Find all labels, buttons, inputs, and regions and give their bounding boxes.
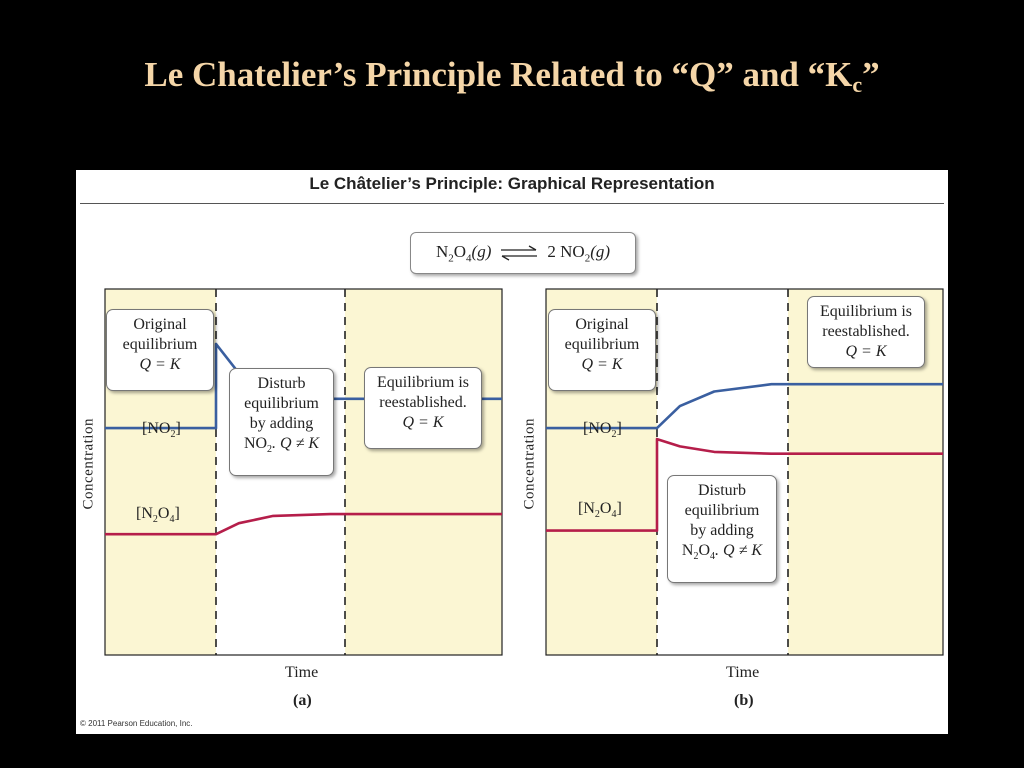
figure-title: Le Châtelier’s Principle: Graphical Representation [309,174,715,193]
region-a-reestablished [345,289,502,655]
label-b-n2o4: $[N_2O_4]$ [578,500,622,521]
charts-svg [76,170,948,734]
label-a-n2o4: $[N_2O_4]$ [136,505,180,526]
product: 2 $NO_2(g)$ [547,241,611,265]
xlabel-b: Time [726,664,760,681]
figure-panel [76,170,948,734]
xlabel-a: Time [285,664,319,681]
callout-b-reestablished: Equilibrium is reestablished. Q = K [807,296,925,368]
callout-b-disturb: Disturb equilibrium by adding $N_2O_4$. Q ≠ K [667,475,777,583]
callout-a-reestablished: Equilibrium is reestablished. Q = K [364,367,482,449]
callout-b-original: Original equilibrium Q = K [548,309,656,391]
callout-a-original: Original equilibrium Q = K [106,309,214,391]
ylabel-b: Concentration [521,418,538,510]
callout-a-disturb: Disturb equilibrium by adding $NO_2$. Q ≠ K [229,368,334,476]
panel-label-b: (b) [734,692,754,709]
reactant: $N_2O_4(g)$ [435,241,492,265]
panel-label-a: (a) [293,692,312,709]
label-b-no2: $[NO_2]$ [583,420,622,441]
ylabel-a: Concentration [80,418,97,510]
slide-title: Le Chatelier’s Principle Related to “Q” and “$K_c$” [144,55,880,97]
label-a-no2: $[NO_2]$ [142,420,181,441]
copyright-text: © 2011 Pearson Education, Inc. [80,719,193,728]
